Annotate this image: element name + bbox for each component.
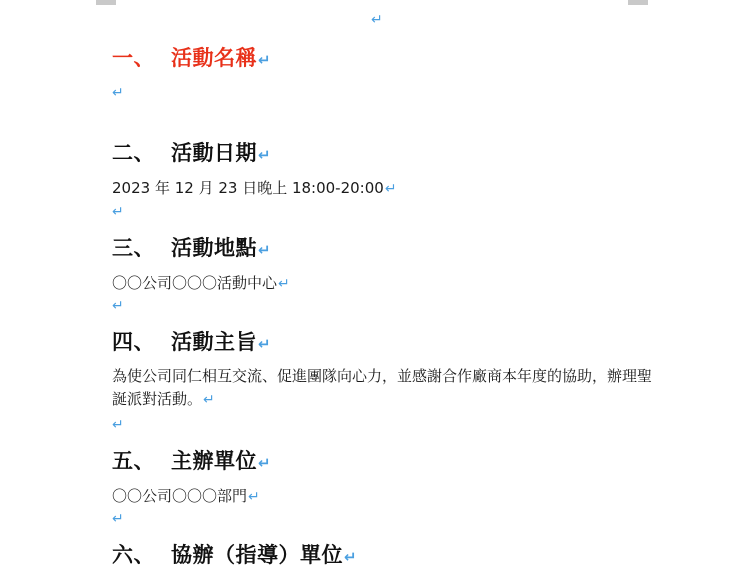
paragraph-mark-body-5: ↵ [248,489,260,505]
paragraph-mark-body-2: ↵ [384,181,397,197]
section-heading-3 [112,232,271,262]
section-title-3: 活動地點 [171,236,257,260]
section-title-6: 協辦（指導）單位 [171,543,343,567]
paragraph-mark-empty-5: ↵ [112,511,124,527]
section-number-5: 五、 [112,449,155,473]
ruler-left-margin-marker [96,0,116,5]
section-body-4 [112,365,652,412]
section-heading-6 [112,539,357,569]
section-title-2: 活動日期 [171,141,257,165]
paragraph-mark-top: ↵ [371,12,383,28]
section-title-5: 主辦單位 [171,449,257,473]
paragraph-mark-body-4: ↵ [203,392,215,409]
section-number-3: 三、 [112,236,155,260]
paragraph-mark-heading-3: ↵ [258,241,272,259]
section-number-6: 六、 [112,543,155,567]
section-heading-5 [112,445,271,475]
section-heading-4 [112,326,271,356]
section-heading-1 [112,42,271,72]
paragraph-mark-empty-2: ↵ [112,204,124,220]
section-body-5 [112,485,260,509]
section-body-2 [112,177,397,201]
paragraph-mark-empty-1: ↵ [112,85,124,101]
paragraph-mark-heading-5: ↵ [258,454,272,472]
section-body-3 [112,272,290,296]
section-number-4: 四、 [112,330,155,354]
paragraph-mark-empty-4: ↵ [112,417,124,433]
section-title-4: 活動主旨 [171,330,257,354]
paragraph-mark-heading-1: ↵ [258,51,272,69]
section-body-text-2: 2023 年 12 月 23 日晚上 18:00-20:00 [112,179,384,197]
section-heading-2 [112,137,271,167]
paragraph-mark-heading-4: ↵ [258,335,272,353]
section-body-text-4: 為使公司同仁相互交流、促進團隊向心力，並感謝合作廠商本年度的協助，辦理聖誕派對活動。 [112,367,653,409]
paragraph-mark-empty-3: ↵ [112,298,124,314]
section-title-1: 活動名稱 [171,46,257,70]
paragraph-mark-body-3: ↵ [278,276,290,292]
section-number-1: 一、 [112,46,155,70]
section-number-2: 二、 [112,141,155,165]
ruler-right-margin-marker [628,0,648,5]
paragraph-mark-heading-6: ↵ [344,548,358,566]
section-body-text-5: 〇〇公司〇〇〇部門 [112,487,248,505]
paragraph-mark-heading-2: ↵ [258,146,272,164]
section-body-text-3: 〇〇公司〇〇〇活動中心 [112,274,278,292]
